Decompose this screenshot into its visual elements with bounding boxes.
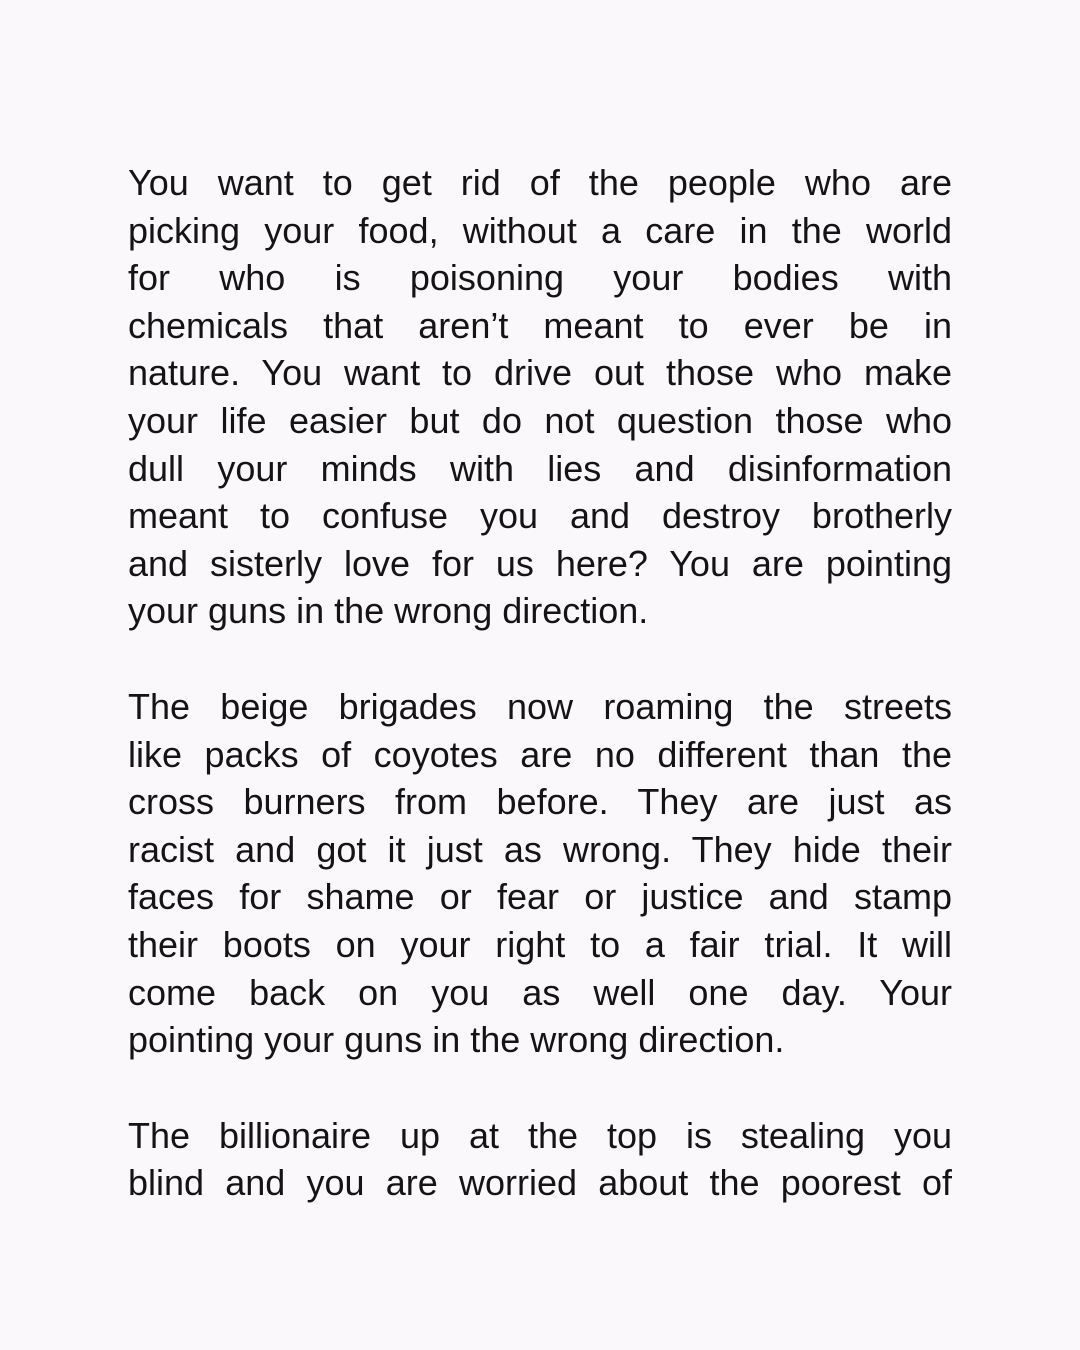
text-line: like packs of coyotes are no different than the	[128, 733, 952, 775]
paragraph-1	[128, 159, 952, 635]
text-line: and sisterly love for us here? You are pointing	[128, 542, 952, 584]
text-line: The beige brigades now roaming the streets	[128, 685, 952, 727]
document-body	[128, 159, 952, 1259]
text-line: your guns in the wrong direction.	[128, 590, 649, 632]
text-line: cross burners from before. They are just as	[128, 781, 952, 823]
text-line: your life easier but do not question those who	[128, 399, 952, 441]
text-line: picking your food, without a care in the world	[128, 209, 952, 251]
text-line: their boots on your right to a fair trial. It will	[128, 923, 952, 965]
text-line: faces for shame or fear or justice and stamp	[128, 876, 952, 918]
text-line: You want to get rid of the people who are	[128, 162, 952, 203]
text-line: The billionaire up at the top is stealing you	[128, 1114, 952, 1156]
paragraph-2	[128, 683, 952, 1064]
text-line: racist and got it just as wrong. They hide their	[128, 828, 952, 870]
text-line: dull your minds with lies and disinformation	[128, 447, 952, 489]
text-line: blind and you are worried about the poorest of	[128, 1162, 952, 1204]
text-line: meant to confuse you and destroy brotherly	[128, 495, 952, 537]
text-line: for who is poisoning your bodies with	[128, 257, 952, 299]
text-line: chemicals that aren’t meant to ever be in	[128, 304, 952, 346]
paragraph-3	[128, 1112, 952, 1207]
text-line: come back on you as well one day. Your	[128, 971, 952, 1013]
text-line: nature. You want to drive out those who make	[128, 352, 952, 394]
text-line: pointing your guns in the wrong direction.	[128, 1019, 785, 1061]
